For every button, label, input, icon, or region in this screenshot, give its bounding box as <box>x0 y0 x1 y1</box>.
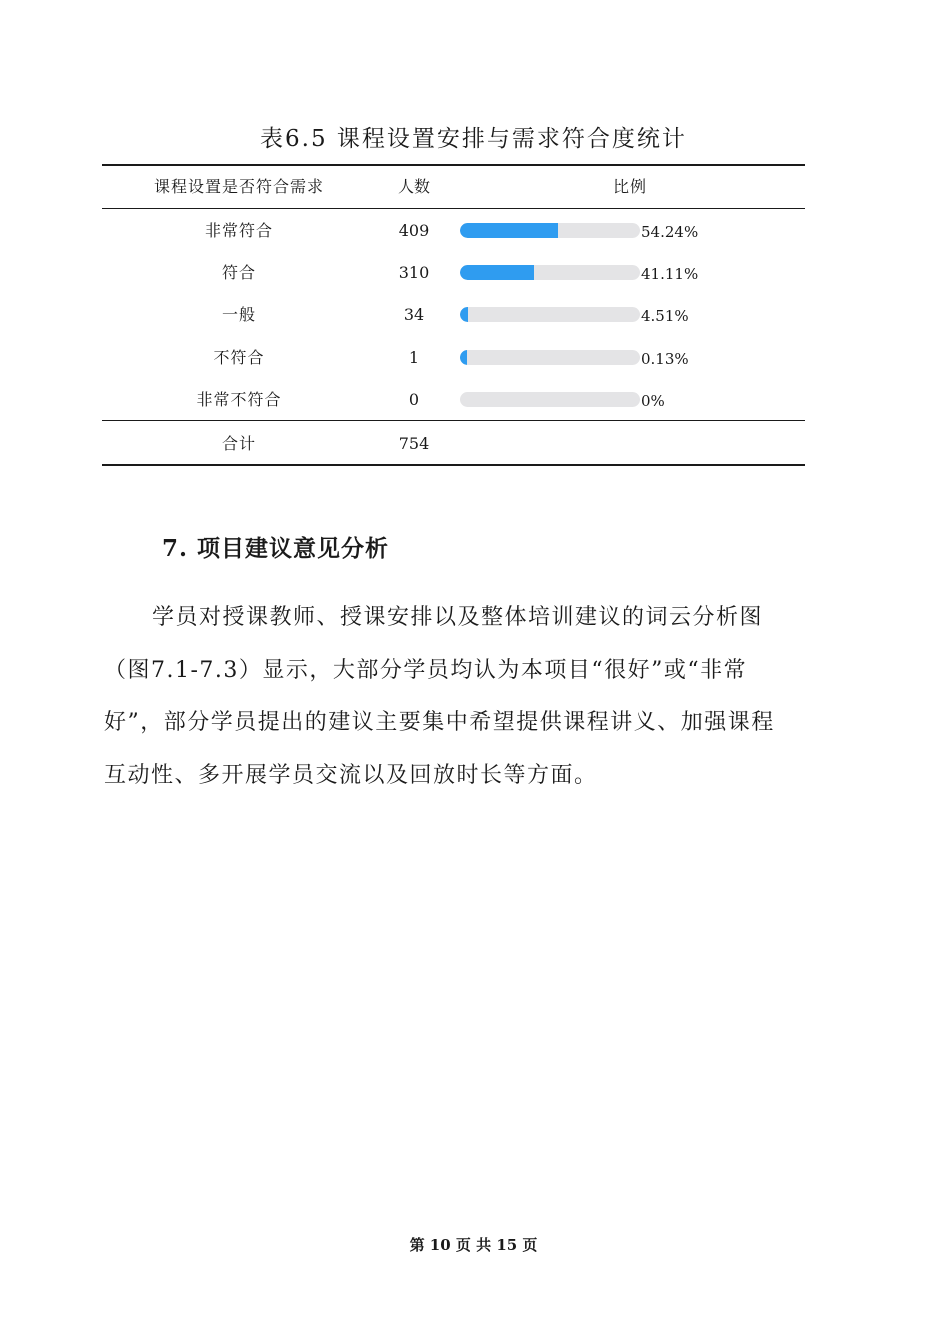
row-category: 符合 <box>221 263 256 282</box>
row-percentage: 54.24% <box>641 223 699 241</box>
header-ratio: 比例 <box>612 177 647 196</box>
row-percentage: 4.51% <box>641 307 689 325</box>
total-count: 754 <box>398 434 430 453</box>
row-category: 非常符合 <box>204 221 273 240</box>
row-count: 310 <box>398 263 430 282</box>
row-count: 0 <box>408 390 420 409</box>
ratio-bar-track <box>460 265 640 280</box>
row-count: 1 <box>408 348 420 367</box>
row-percentage: 0.13% <box>641 350 689 368</box>
row-category: 非常不符合 <box>196 390 282 409</box>
ratio-bar-fill <box>460 265 534 280</box>
ratio-bar-track <box>460 392 640 407</box>
ratio-bar-fill <box>460 307 468 322</box>
row-category: 一般 <box>221 305 256 324</box>
row-count: 409 <box>398 221 430 240</box>
row-percentage: 0% <box>641 392 665 410</box>
ratio-bar-track <box>460 307 640 322</box>
header-count: 人数 <box>397 177 430 196</box>
table-title: 表6.5 课程设置安排与需求符合度统计 <box>260 126 687 152</box>
ratio-bar-fill <box>460 350 467 365</box>
table-header-rule <box>102 208 805 209</box>
ratio-bar-track <box>460 223 640 238</box>
page-footer: 第 10 页 共 15 页 <box>409 1236 538 1254</box>
row-count: 34 <box>403 305 425 324</box>
section-paragraph: 学员对授课教师、授课安排以及整体培训建议的词云分析图（图7.1-7.3）显示，大部分学员均认为本项目“很好”或“非常好”，部分学员提出的建议主要集中希望提供课程讲义、加强课程互动性、多开展学员交流以及回放时长等方面。 <box>104 605 775 788</box>
total-label: 合计 <box>221 434 256 453</box>
table-total-rule <box>102 420 805 421</box>
table-bottom-rule <box>102 464 805 466</box>
ratio-bar-fill <box>460 223 558 238</box>
header-category: 课程设置是否符合需求 <box>153 177 324 196</box>
table-top-rule <box>102 164 805 166</box>
row-category: 不符合 <box>213 348 265 367</box>
ratio-bar-track <box>460 350 640 365</box>
section-heading: 7. 项目建议意见分析 <box>162 535 390 562</box>
row-percentage: 41.11% <box>641 265 699 283</box>
